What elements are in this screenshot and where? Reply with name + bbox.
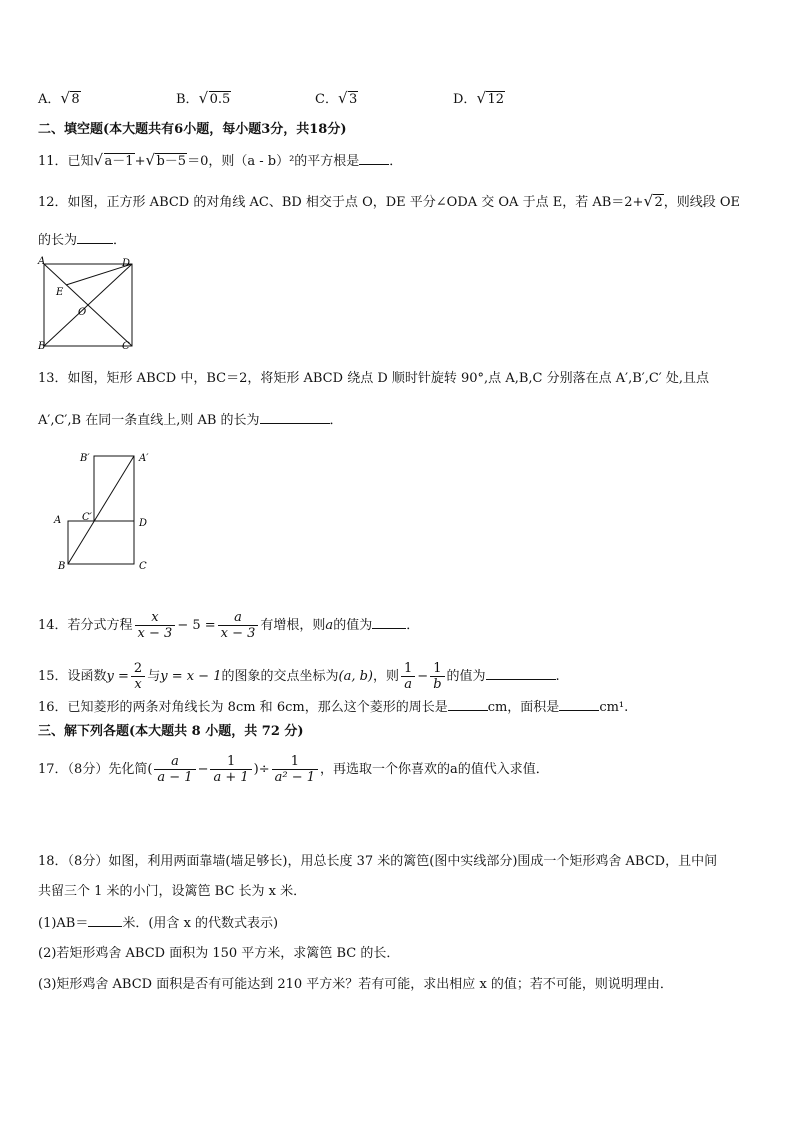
- label-d: D: [122, 258, 131, 269]
- question-14: 14．若分式方程 $\frac{x}{x - 3}$ − 5 = $\frac{a}{x - 3}$ 有增根，则a的值为 ．: [38, 610, 420, 641]
- label-e: E: [56, 287, 64, 298]
- answer-blank: [88, 914, 122, 927]
- question-13-line2: A′,C′,B 在同一条直线上,则 AB 的长为 ．: [38, 413, 343, 428]
- answer-blank: [77, 231, 113, 244]
- label-c-prime: C′: [82, 512, 92, 523]
- question-18-part3: (3)矩形鸡舍 ABCD 面积是否有可能达到 210 平方米？若有可能，求出相应 x 的值；若不可能，则说明理由．: [38, 977, 673, 992]
- question-18-line1: 18．（8分）如图，利用两面靠墙(墙足够长)，用总长度 37 米的篱笆(图中实线部分)围成一个矩形鸡舍 ABCD，且中间: [38, 854, 718, 869]
- rotated-rectangle-diagram: [50, 448, 160, 573]
- label-b-prime: B′: [80, 453, 90, 464]
- answer-blank-perimeter: [448, 698, 488, 711]
- label-a-prime: A′: [139, 453, 149, 464]
- label-a: A: [54, 515, 62, 526]
- question-16: 16．已知菱形的两条对角线长为 8cm 和 6cm，那么这个菱形的周长是 cm，面积是 cm¹.: [38, 700, 629, 715]
- question-13-line1: 13．如图，矩形 ABCD 中，BC＝2，将矩形 ABCD 绕点 D 顺时针旋转 90°,点 A,B,C 分别落在点 A′,B′,C′ 处,且点: [38, 371, 710, 386]
- answer-blank: [260, 411, 330, 424]
- label-b: B: [38, 341, 46, 352]
- question-12-line2: 的长为 ．: [38, 233, 127, 248]
- answer-blank: [372, 616, 406, 629]
- question-18-line2: 共留三个 1 米的小门，设篱笆 BC 长为 x 米．: [38, 884, 307, 899]
- label-b: B: [58, 561, 66, 572]
- label-c: C: [122, 341, 130, 352]
- question-18-part1: (1)AB＝ 米．(用含 x 的代数式表示): [38, 916, 279, 931]
- option-c: C．√ 3: [315, 88, 358, 107]
- question-12-line1: 12．如图，正方形 ABCD 的对角线 AC、BD 相交于点 O，DE 平分∠ODA 交 OA 于点 E，若 AB＝2+√ 2，则线段 OE: [38, 194, 740, 212]
- label-o: O: [78, 307, 87, 318]
- square-diagram: [36, 256, 136, 352]
- label-d: D: [139, 518, 148, 529]
- option-d: D．√ 12: [453, 88, 505, 107]
- section-heading-solve: 三、解下列各题(本大题共 8 小题，共 72 分): [38, 724, 304, 739]
- option-b: B．√ 0.5: [176, 88, 231, 107]
- answer-blank: [359, 152, 389, 165]
- label-a: A: [38, 256, 46, 267]
- question-18-part2: (2)若矩形鸡舍 ABCD 面积为 150 平方米，求篱笆 BC 的长．: [38, 946, 400, 961]
- option-a: A．√ 8: [38, 88, 81, 107]
- question-11: 11．已知√ a－1+√ b－5＝0，则（a - b）²的平方根是 ．: [38, 152, 402, 171]
- answer-blank: [486, 667, 556, 680]
- section-heading-fill-blank: 二、填空题(本大题共有6小题，每小题3分，共18分): [38, 122, 347, 137]
- question-17: 17．（8分）先化简( $\frac{a}{a - 1}$ − $\frac{1}{a + 1}$ )÷ $\frac{1}{\text{a² − 1}}$ ，再选取一个你喜欢的a的值代入求值．: [38, 754, 549, 785]
- question-15: 15．设函数y = $\frac{2}{x}$ 与y = x − 1的图象的交点坐标为(a, b)，则 $\frac{1}{a}$ − $\frac{1}{b}$ 的值为 .: [38, 661, 560, 692]
- answer-blank-area: [559, 698, 599, 711]
- label-c: C: [139, 561, 147, 572]
